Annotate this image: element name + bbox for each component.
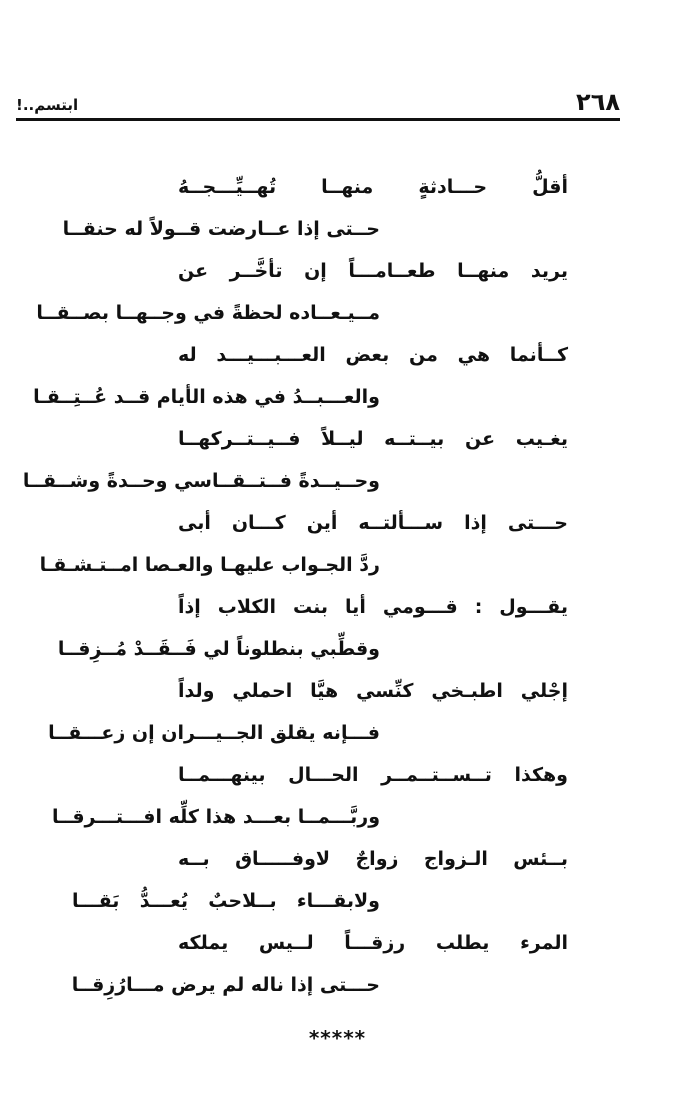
- verse-line: يقـــول : قـــومي أيا بنت الكلاب إذاً: [178, 596, 568, 618]
- verse-line: والعـــبــدُ في هذه الأيام قــد عُــتِــقـا: [33, 386, 380, 408]
- verse-line: المرء يطلب رزقـــاً لــيس يملكه: [178, 932, 568, 954]
- verse-line: فـــإنه يقلق الجــيـــران إن زعـــقــا: [48, 722, 380, 744]
- verse-line: يريد منهــا طعــامـــاً إن تأخَّــر عن: [178, 260, 568, 282]
- poem: [22, 166, 568, 1006]
- header-rule: [16, 118, 620, 121]
- verse-line: حـــتى إذا ســـألتــه أين كـــان أبى: [178, 512, 568, 534]
- page-number: ٢٦٨: [576, 88, 620, 116]
- verse-line: ردَّ الجـواب عليهـا والعـصا امــتـشـقـا: [39, 554, 380, 576]
- verse-line: إجْلي اطبـخي كنِّسي هيَّا احملي ولداً: [178, 680, 568, 702]
- verse-line: أقلُّ حـــادثةٍ منهــا تُهــيِّـــجــهُ: [178, 176, 568, 198]
- running-title: ابتسم..!: [16, 96, 79, 114]
- page-header: [16, 84, 620, 124]
- verse-line: وقطِّبي بنطلوناً لي فَــقَــدْ مُــزِقــا: [57, 638, 380, 660]
- verse-line: وهكذا تــســتــمــر الحـــال بينهـــمــا: [178, 764, 568, 786]
- verse-line: بــئس الـزواج زواجٌ لاوفـــــاق بــه: [178, 848, 568, 870]
- verse-line: حــتى إذا عــارضت قــولاً له حنقــا: [62, 218, 380, 240]
- verse-line: كــأنما هي من بعض العـــبـــيـــد له: [178, 344, 568, 366]
- verse-line: يغـيب عن بيــتــه ليــلاً فــيــتــركهــا: [178, 428, 568, 450]
- verse-line: حـــتى إذا ناله لم يرض مـــارُزِقــا: [71, 974, 380, 996]
- verse-line: وربَّـــمــا بعـــد هذا كلِّه افـــتـــرقــا: [51, 806, 380, 828]
- verse-line: ولابقـــاء بــلاحبٌ يُعـــدُّ بَقـــا: [72, 890, 380, 912]
- section-end-asterisks: *****: [308, 1026, 367, 1050]
- verse-line: مــيـعــاده لحظةً في وجــهــا بصــقــا: [36, 302, 380, 324]
- verse-line: وحــيــدةً فــتــقــاسي وحــدةً وشــقــا: [22, 470, 380, 492]
